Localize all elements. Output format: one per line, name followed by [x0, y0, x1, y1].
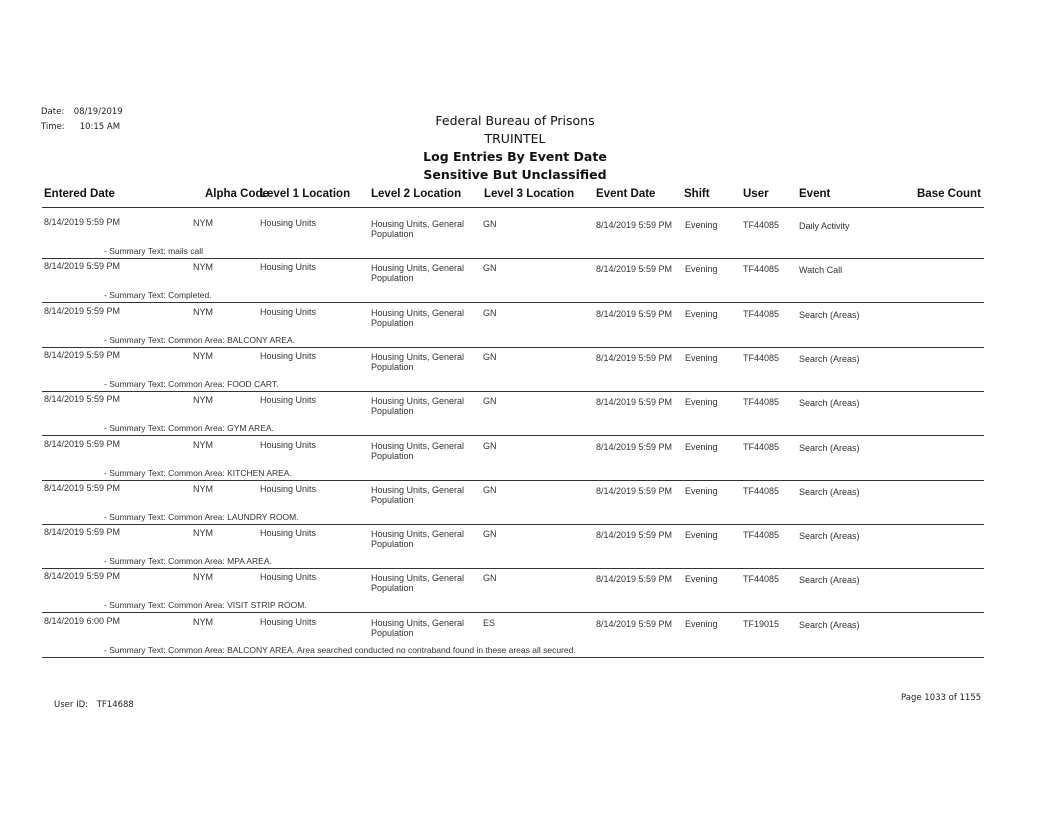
level3-location: GN — [483, 573, 497, 583]
event-date: 8/14/2019 5:59 PM — [596, 309, 673, 319]
summary-text: - Summary Text: Common Area: LAUNDRY ROOM. — [104, 512, 299, 522]
row-divider — [42, 657, 984, 658]
row-divider — [42, 302, 984, 303]
header-rule — [42, 207, 984, 208]
user-id-label: User ID: — [54, 700, 88, 710]
entered-date: 8/14/2019 6:00 PM — [44, 616, 121, 626]
entered-date: 8/14/2019 5:59 PM — [44, 483, 121, 493]
user: TF44085 — [743, 486, 780, 496]
entered-date: 8/14/2019 5:59 PM — [44, 527, 121, 537]
title-system: TRUINTEL — [484, 131, 546, 146]
entered-date: 8/14/2019 5:59 PM — [44, 439, 121, 449]
shift: Evening — [685, 353, 718, 363]
row-divider — [42, 347, 984, 348]
col-event: Event — [799, 188, 831, 200]
event-date: 8/14/2019 5:59 PM — [596, 353, 673, 363]
level3-location: GN — [483, 529, 497, 539]
level1-location: Housing Units — [260, 617, 317, 627]
alpha-code: NYM — [193, 307, 213, 317]
shift: Evening — [685, 486, 718, 496]
event: Daily Activity — [799, 221, 850, 231]
level1-location: Housing Units — [260, 484, 317, 494]
col-entered-date: Entered Date — [44, 188, 115, 200]
event: Search (Areas) — [799, 443, 860, 453]
level1-location: Housing Units — [260, 218, 317, 228]
shift: Evening — [685, 220, 718, 230]
event-date: 8/14/2019 5:59 PM — [596, 619, 673, 629]
shift: Evening — [685, 574, 718, 584]
alpha-code: NYM — [193, 484, 213, 494]
level1-location: Housing Units — [260, 262, 317, 272]
summary-text: - Summary Text: Common Area: BALCONY AREA. Area searched conducted no contraband found in these areas all secured. — [104, 645, 576, 655]
col-shift: Shift — [684, 188, 710, 200]
user: TF44085 — [743, 264, 780, 274]
page-number: Page 1033 of 1155 — [901, 693, 982, 703]
alpha-code: NYM — [193, 440, 213, 450]
title-agency: Federal Bureau of Prisons — [435, 113, 595, 128]
event-date: 8/14/2019 5:59 PM — [596, 574, 673, 584]
level3-location: ES — [483, 618, 496, 628]
col-event-date: Event Date — [596, 188, 656, 200]
alpha-code: NYM — [193, 617, 213, 627]
level2-location: Housing Units, General Population — [371, 263, 465, 283]
summary-text: - Summary Text: Completed. — [104, 290, 212, 300]
entered-date: 8/14/2019 5:59 PM — [44, 306, 121, 316]
event-date: 8/14/2019 5:59 PM — [596, 397, 673, 407]
shift: Evening — [685, 309, 718, 319]
summary-text: - Summary Text: Common Area: KITCHEN AREA. — [104, 468, 292, 478]
user: TF44085 — [743, 220, 780, 230]
level3-location: GN — [483, 219, 497, 229]
event-date: 8/14/2019 5:59 PM — [596, 442, 673, 452]
level3-location: GN — [483, 308, 497, 318]
alpha-code: NYM — [193, 528, 213, 538]
col-level1-location: Level 1 Location — [260, 188, 351, 200]
shift: Evening — [685, 264, 718, 274]
alpha-code: NYM — [193, 572, 213, 582]
col-level3-location: Level 3 Location — [484, 188, 575, 200]
title-classification: Sensitive But Unclassified — [423, 167, 607, 182]
level2-location: Housing Units, General Population — [371, 352, 465, 372]
summary-text: - Summary Text: Common Area: GYM AREA. — [104, 423, 274, 433]
alpha-code: NYM — [193, 351, 213, 361]
event: Search (Areas) — [799, 310, 860, 320]
alpha-code: NYM — [193, 218, 213, 228]
report-title — [330, 112, 700, 184]
level3-location: GN — [483, 396, 497, 406]
row-divider — [42, 612, 984, 613]
event: Search (Areas) — [799, 398, 860, 408]
event: Watch Call — [799, 265, 843, 275]
user: TF44085 — [743, 442, 780, 452]
level2-location: Housing Units, General Population — [371, 441, 465, 461]
event: Search (Areas) — [799, 354, 860, 364]
shift: Evening — [685, 530, 718, 540]
col-level2-location: Level 2 Location — [371, 188, 462, 200]
user: TF19015 — [743, 619, 780, 629]
level1-location: Housing Units — [260, 572, 317, 582]
report-time — [41, 122, 120, 132]
level2-location: Housing Units, General Population — [371, 485, 465, 505]
level1-location: Housing Units — [260, 307, 317, 317]
entered-date: 8/14/2019 5:59 PM — [44, 571, 121, 581]
footer-user-id — [54, 700, 134, 710]
level3-location: GN — [483, 441, 497, 451]
level2-location: Housing Units, General Population — [371, 529, 465, 549]
entered-date: 8/14/2019 5:59 PM — [44, 261, 121, 271]
summary-text: - Summary Text: Common Area: VISIT STRIP ROOM. — [104, 600, 307, 610]
col-alpha-code: Alpha Code — [205, 188, 269, 200]
event-date: 8/14/2019 5:59 PM — [596, 264, 673, 274]
level1-location: Housing Units — [260, 528, 317, 538]
title-report: Log Entries By Event Date — [423, 149, 607, 164]
summary-text: - Summary Text: Common Area: BALCONY AREA. — [104, 335, 296, 345]
event-date: 8/14/2019 5:59 PM — [596, 530, 673, 540]
shift: Evening — [685, 619, 718, 629]
row-divider — [42, 435, 984, 436]
entered-date: 8/14/2019 5:59 PM — [44, 350, 121, 360]
level2-location: Housing Units, General Population — [371, 618, 465, 638]
event: Search (Areas) — [799, 575, 860, 585]
level1-location: Housing Units — [260, 440, 317, 450]
level2-location: Housing Units, General Population — [371, 396, 465, 416]
level2-location: Housing Units, General Population — [371, 308, 465, 328]
summary-text: - Summary Text: Common Area: MPA AREA. — [104, 556, 272, 566]
alpha-code: NYM — [193, 262, 213, 272]
event-date: 8/14/2019 5:59 PM — [596, 486, 673, 496]
col-base-count: Base Count — [917, 188, 981, 200]
event: Search (Areas) — [799, 531, 860, 541]
row-divider — [42, 568, 984, 569]
user-id-value: TF14688 — [96, 700, 134, 710]
row-divider — [42, 258, 984, 259]
time-label: Time: — [41, 122, 65, 132]
event-date: 8/14/2019 5:59 PM — [596, 220, 673, 230]
col-user: User — [743, 188, 769, 200]
report-date — [41, 107, 123, 117]
date-label: Date: — [41, 107, 65, 117]
date-value: 08/19/2019 — [73, 107, 123, 117]
user: TF44085 — [743, 397, 780, 407]
level2-location: Housing Units, General Population — [371, 573, 465, 593]
entered-date: 8/14/2019 5:59 PM — [44, 217, 121, 227]
level3-location: GN — [483, 485, 497, 495]
user: TF44085 — [743, 309, 780, 319]
event: Search (Areas) — [799, 620, 860, 630]
level3-location: GN — [483, 263, 497, 273]
shift: Evening — [685, 397, 718, 407]
row-divider — [42, 524, 984, 525]
level2-location: Housing Units, General Population — [371, 219, 465, 239]
level1-location: Housing Units — [260, 395, 317, 405]
user: TF44085 — [743, 574, 780, 584]
row-divider — [42, 391, 984, 392]
summary-text: - Summary Text: Common Area: FOOD CART. — [104, 379, 279, 389]
level1-location: Housing Units — [260, 351, 317, 361]
event: Search (Areas) — [799, 487, 860, 497]
user: TF44085 — [743, 353, 780, 363]
row-divider — [42, 480, 984, 481]
shift: Evening — [685, 442, 718, 452]
level3-location: GN — [483, 352, 497, 362]
user: TF44085 — [743, 530, 780, 540]
alpha-code: NYM — [193, 395, 213, 405]
time-value: 10:15 AM — [79, 122, 121, 132]
entered-date: 8/14/2019 5:59 PM — [44, 394, 121, 404]
summary-text: - Summary Text: mails call — [104, 246, 204, 256]
